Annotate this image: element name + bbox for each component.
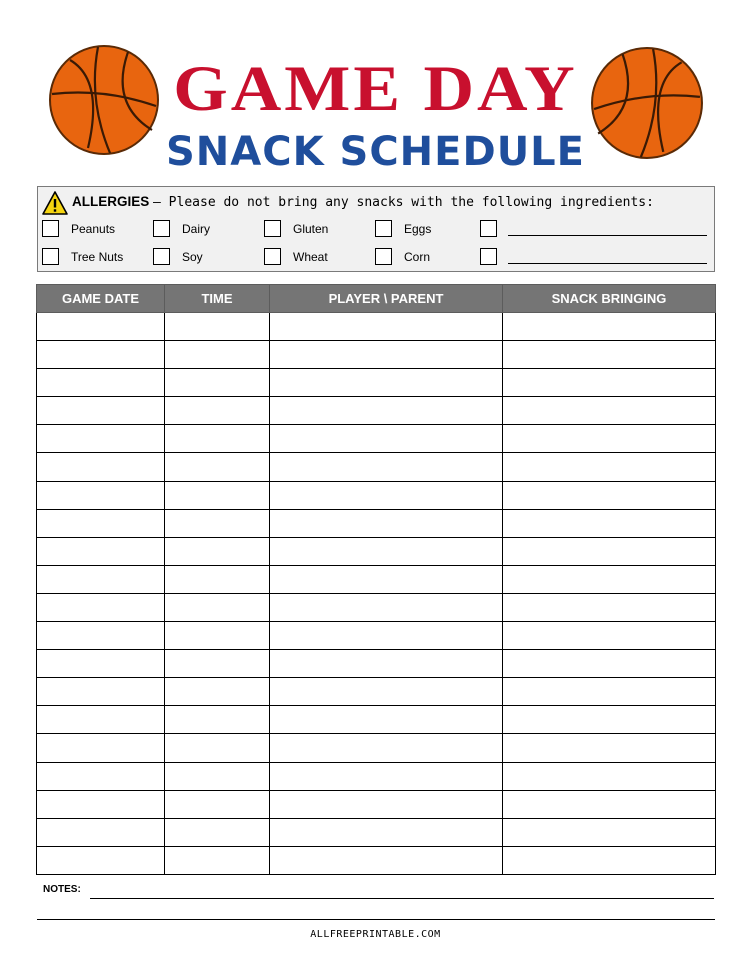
game-date-cell[interactable] xyxy=(37,622,165,650)
player-parent-cell[interactable] xyxy=(270,397,503,425)
time-cell[interactable] xyxy=(165,565,270,593)
player-parent-cell[interactable] xyxy=(270,425,503,453)
player-parent-cell[interactable] xyxy=(270,734,503,762)
table-row xyxy=(37,790,716,818)
player-parent-cell[interactable] xyxy=(270,537,503,565)
time-cell[interactable] xyxy=(165,818,270,846)
snack-bringing-cell[interactable] xyxy=(503,734,716,762)
game-date-cell[interactable] xyxy=(37,509,165,537)
table-row xyxy=(37,762,716,790)
column-header-time: TIME xyxy=(165,285,270,313)
allergy-checkbox[interactable] xyxy=(375,220,392,237)
table-row xyxy=(37,593,716,621)
allergies-heading xyxy=(72,194,654,210)
allergy-checkbox[interactable] xyxy=(264,248,281,265)
player-parent-cell[interactable] xyxy=(270,790,503,818)
allergy-option-label: Eggs xyxy=(404,222,432,236)
column-header-player-parent: PLAYER \ PARENT xyxy=(270,285,503,313)
snack-bringing-cell[interactable] xyxy=(503,453,716,481)
allergy-other-field[interactable] xyxy=(508,263,707,264)
player-parent-cell[interactable] xyxy=(270,593,503,621)
time-cell[interactable] xyxy=(165,509,270,537)
table-row xyxy=(37,734,716,762)
player-parent-cell[interactable] xyxy=(270,481,503,509)
player-parent-cell[interactable] xyxy=(270,678,503,706)
time-cell[interactable] xyxy=(165,481,270,509)
table-header-row xyxy=(37,285,716,313)
allergy-option-label: Dairy xyxy=(182,222,211,236)
time-cell[interactable] xyxy=(165,397,270,425)
allergy-option-label: Wheat xyxy=(293,250,328,264)
table-row xyxy=(37,425,716,453)
column-header-snack-bringing: SNACK BRINGING xyxy=(503,285,716,313)
player-parent-cell[interactable] xyxy=(270,622,503,650)
player-parent-cell[interactable] xyxy=(270,818,503,846)
snack-bringing-cell[interactable] xyxy=(503,481,716,509)
time-cell[interactable] xyxy=(165,762,270,790)
snack-bringing-cell[interactable] xyxy=(503,341,716,369)
table-row xyxy=(37,565,716,593)
allergy-checkbox[interactable] xyxy=(42,248,59,265)
time-cell[interactable] xyxy=(165,537,270,565)
table-row xyxy=(37,369,716,397)
allergy-checkbox[interactable] xyxy=(375,248,392,265)
table-row xyxy=(37,678,716,706)
warning-icon xyxy=(41,190,69,216)
game-date-cell[interactable] xyxy=(37,762,165,790)
player-parent-cell[interactable] xyxy=(270,650,503,678)
footer-site: ALLFREEPRINTABLE.COM xyxy=(310,929,441,940)
player-parent-cell[interactable] xyxy=(270,706,503,734)
page-title: GAME DAY xyxy=(173,54,578,125)
allergy-option-label: Peanuts xyxy=(71,222,116,236)
table-row xyxy=(37,397,716,425)
snack-bringing-cell[interactable] xyxy=(503,397,716,425)
game-date-cell[interactable] xyxy=(37,453,165,481)
allergy-checkbox[interactable] xyxy=(153,248,170,265)
player-parent-cell[interactable] xyxy=(270,341,503,369)
snack-bringing-cell[interactable] xyxy=(503,537,716,565)
allergy-option-label: Gluten xyxy=(293,222,329,236)
game-date-cell[interactable] xyxy=(37,650,165,678)
game-date-cell[interactable] xyxy=(37,706,165,734)
game-date-cell[interactable] xyxy=(37,565,165,593)
time-cell[interactable] xyxy=(165,678,270,706)
snack-bringing-cell[interactable] xyxy=(503,425,716,453)
time-cell[interactable] xyxy=(165,453,270,481)
snack-bringing-cell[interactable] xyxy=(503,846,716,874)
time-cell[interactable] xyxy=(165,706,270,734)
game-date-cell[interactable] xyxy=(37,734,165,762)
time-cell[interactable] xyxy=(165,734,270,762)
allergy-option-label: Soy xyxy=(182,250,203,264)
time-cell[interactable] xyxy=(165,622,270,650)
snack-bringing-cell[interactable] xyxy=(503,650,716,678)
game-date-cell[interactable] xyxy=(37,678,165,706)
game-date-cell[interactable] xyxy=(37,425,165,453)
game-date-cell[interactable] xyxy=(37,537,165,565)
game-date-cell[interactable] xyxy=(37,369,165,397)
notes-label: NOTES: xyxy=(43,884,81,895)
allergy-checkbox[interactable] xyxy=(264,220,281,237)
snack-bringing-cell[interactable] xyxy=(503,593,716,621)
player-parent-cell[interactable] xyxy=(270,565,503,593)
allergies-label: ALLERGIES xyxy=(72,194,150,209)
table-row xyxy=(37,537,716,565)
allergy-option-label: Corn xyxy=(404,250,431,264)
divider xyxy=(37,919,715,920)
time-cell[interactable] xyxy=(165,313,270,341)
notes-field[interactable] xyxy=(90,898,714,899)
allergy-checkbox[interactable] xyxy=(480,220,497,237)
snack-bringing-cell[interactable] xyxy=(503,678,716,706)
table-row xyxy=(37,622,716,650)
snack-bringing-cell[interactable] xyxy=(503,818,716,846)
time-cell[interactable] xyxy=(165,369,270,397)
allergy-checkbox[interactable] xyxy=(153,220,170,237)
snack-bringing-cell[interactable] xyxy=(503,706,716,734)
time-cell[interactable] xyxy=(165,593,270,621)
game-date-cell[interactable] xyxy=(37,397,165,425)
player-parent-cell[interactable] xyxy=(270,762,503,790)
allergies-panel xyxy=(37,186,715,272)
table-row xyxy=(37,846,716,874)
snack-bringing-cell[interactable] xyxy=(503,762,716,790)
time-cell[interactable] xyxy=(165,425,270,453)
game-date-cell[interactable] xyxy=(37,341,165,369)
time-cell[interactable] xyxy=(165,341,270,369)
allergy-checkbox[interactable] xyxy=(42,220,59,237)
game-date-cell[interactable] xyxy=(37,481,165,509)
player-parent-cell[interactable] xyxy=(270,369,503,397)
player-parent-cell[interactable] xyxy=(270,846,503,874)
table-row xyxy=(37,509,716,537)
table-row xyxy=(37,818,716,846)
player-parent-cell[interactable] xyxy=(270,509,503,537)
snack-bringing-cell[interactable] xyxy=(503,369,716,397)
player-parent-cell[interactable] xyxy=(270,453,503,481)
page-subtitle: SNACK SCHEDULE xyxy=(166,129,585,175)
table-row xyxy=(37,453,716,481)
time-cell[interactable] xyxy=(165,846,270,874)
snack-schedule-table xyxy=(36,284,716,875)
game-date-cell[interactable] xyxy=(37,313,165,341)
game-date-cell[interactable] xyxy=(37,790,165,818)
player-parent-cell[interactable] xyxy=(270,313,503,341)
snack-bringing-cell[interactable] xyxy=(503,790,716,818)
table-row xyxy=(37,341,716,369)
time-cell[interactable] xyxy=(165,650,270,678)
table-row xyxy=(37,706,716,734)
table-body xyxy=(37,313,716,875)
allergies-message: – Please do not bring any snacks with the following ingredients: xyxy=(153,195,654,210)
table-row xyxy=(37,650,716,678)
snack-bringing-cell[interactable] xyxy=(503,509,716,537)
allergy-option-label: Tree Nuts xyxy=(71,250,124,264)
allergy-checkbox[interactable] xyxy=(480,248,497,265)
snack-bringing-cell[interactable] xyxy=(503,313,716,341)
game-date-cell[interactable] xyxy=(37,846,165,874)
game-date-cell[interactable] xyxy=(37,593,165,621)
table-row xyxy=(37,481,716,509)
time-cell[interactable] xyxy=(165,790,270,818)
snack-bringing-cell[interactable] xyxy=(503,622,716,650)
snack-bringing-cell[interactable] xyxy=(503,565,716,593)
game-date-cell[interactable] xyxy=(37,818,165,846)
allergy-other-field[interactable] xyxy=(508,235,707,236)
column-header-game-date: GAME DATE xyxy=(37,285,165,313)
table-row xyxy=(37,313,716,341)
